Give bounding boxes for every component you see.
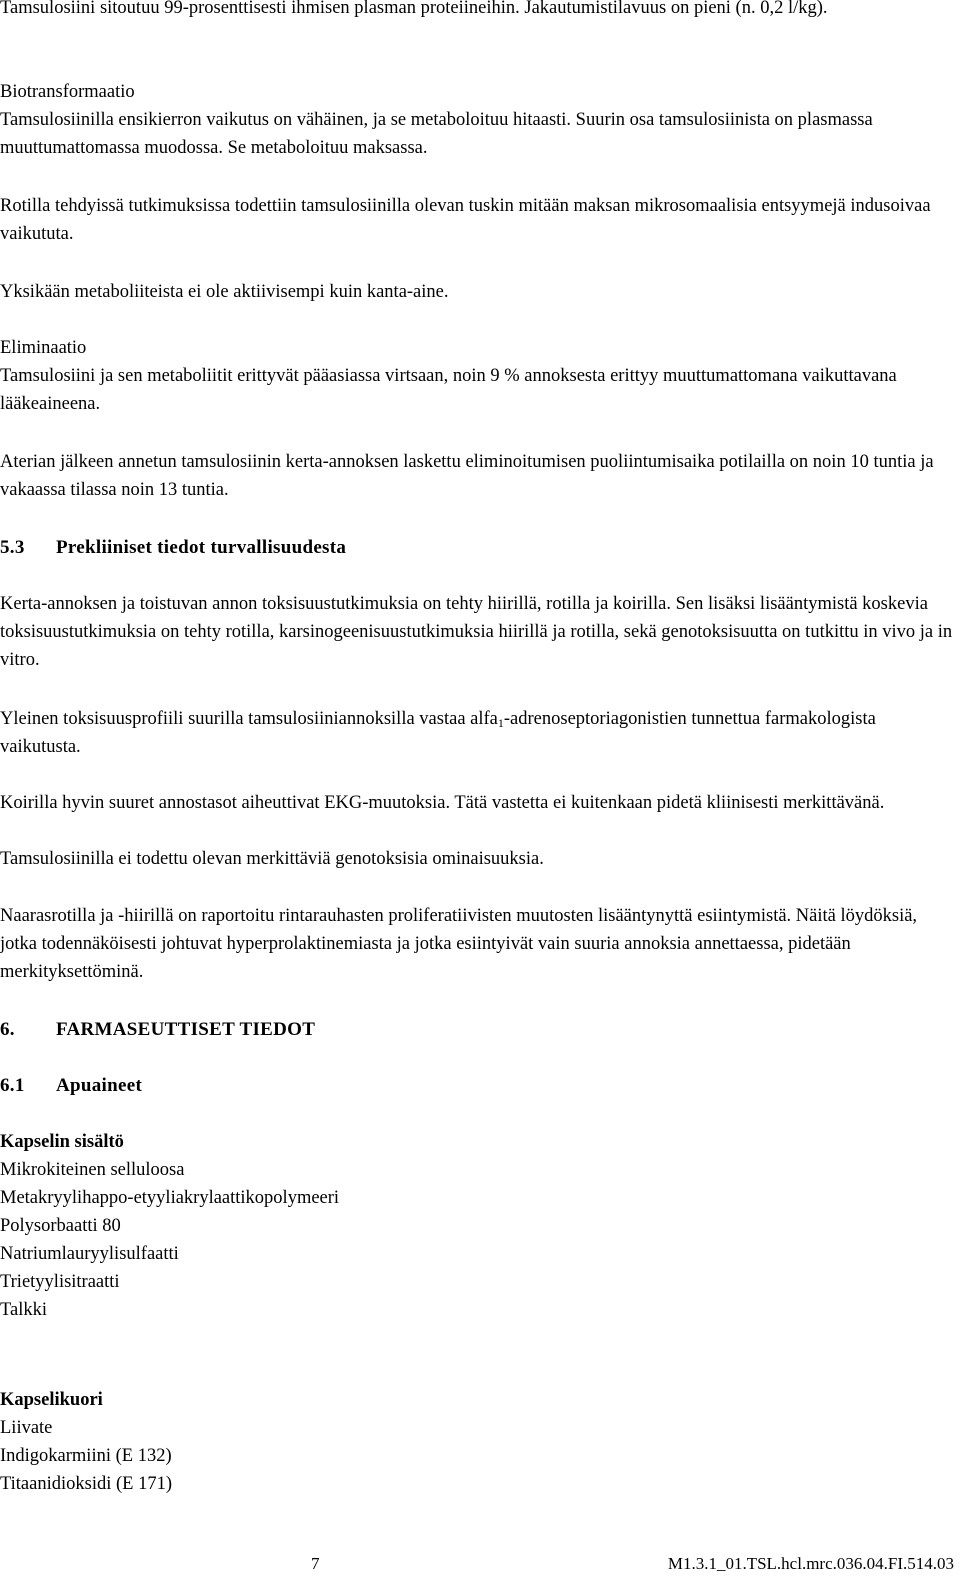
section-heading-6-1	[0, 1072, 955, 1100]
section-title: FARMASEUTTISET TIEDOT	[56, 1019, 316, 1040]
section-title: Apuaineet	[56, 1075, 143, 1096]
list-item: Metakryylihappo-etyyliakrylaattikopolymeeri	[0, 1188, 340, 1208]
list-item: Polysorbaatti 80	[0, 1216, 121, 1236]
list-item: Liivate	[0, 1418, 53, 1438]
paragraph-toxicity-studies: Kerta-annoksen ja toistuvan annon toksisuustutkimuksia on tehty hiirillä, rotilla ja koirilla. Sen lisäksi lisääntymistä koskevia toksisuustutkimuksia on tehty rotilla, karsinogeenisuustutkimuksia hiirillä ja rotilla, sekä genotoksisuutta on tutkittu in vivo ja in vitro.	[0, 594, 953, 670]
section-number: 6.	[0, 1019, 15, 1040]
paragraph-genotoxicity: Tamsulosiinilla ei todettu olevan merkittäviä genotoksisia ominaisuuksia.	[0, 849, 544, 869]
document-code: M1.3.1_01.TSL.hcl.mrc.036.04.FI.514.03	[667, 1554, 954, 1573]
paragraph-toxicity-profile: Yleinen toksisuusprofiili suurilla tamsulosiiniannoksilla vastaa alfa$_1$-adrenoseptoriagonistien tunnettua farmakologista vaikutusta.	[0, 709, 876, 757]
paragraph-elimination: Tamsulosiini ja sen metaboliitit erittyvät pääasiassa virtsaan, noin 9 % annoksesta erittyy muuttumattomana vaikuttavana lääkeaineena.	[0, 366, 897, 414]
section-number: 5.3	[0, 537, 25, 558]
paragraph-ekg: Koirilla hyvin suuret annostasot aiheuttivat EKG-muutoksia. Tätä vastetta ei kuitenkaan pidetä kliinisesti merkittävänä.	[0, 793, 885, 813]
list-item: Trietyylisitraatti	[0, 1272, 120, 1292]
section-number: 6.1	[0, 1075, 25, 1096]
paragraph-distribution: Tamsulosiini sitoutuu 99-prosenttisesti ihmisen plasman proteiineihin. Jakautumistilavuus on pieni (n. 0,2 l/kg).	[0, 0, 828, 18]
section-heading-6	[0, 1016, 955, 1044]
capsule-shell-title: Kapselikuori	[0, 1390, 103, 1410]
section-title: Prekliiniset tiedot turvallisuudesta	[56, 537, 347, 558]
paragraph-rat-studies: Rotilla tehdyissä tutkimuksissa todettiin tamsulosiinilla olevan tuskin mitään maksan mikrosomaalisia entsyymejä indusoivaa vaikututa.	[0, 196, 931, 244]
list-item: Titaanidioksidi (E 171)	[0, 1474, 172, 1494]
paragraph-half-life: Aterian jälkeen annetun tamsulosiinin kerta-annoksen laskettu eliminoitumisen puoliintumisaika potilailla on noin 10 tuntia ja vakaassa tilassa noin 13 tuntia.	[0, 452, 934, 500]
biotransformation-title: Biotransformaatio	[0, 82, 135, 102]
capsule-shell-list	[0, 1386, 955, 1498]
capsule-contents-title: Kapselin sisältö	[0, 1132, 124, 1152]
section-heading-5-3	[0, 534, 955, 562]
elimination-title: Eliminaatio	[0, 338, 87, 358]
list-item: Talkki	[0, 1300, 47, 1320]
list-item: Natriumlauryylisulfaatti	[0, 1244, 179, 1264]
paragraph-mammary: Naarasrotilla ja -hiirillä on raportoitu rintarauhasten proliferatiivisten muutosten lisääntynyttä esiintymistä. Näitä löydöksiä, jotka todennäköisesti johtuvat hyperprolaktinemiasta ja jotka esiintyivät vain suuria annoksia annettaessa, pidetään merkityksettöminä.	[0, 906, 918, 982]
paragraph-metabolites: Yksikään metaboliiteista ei ole aktiivisempi kuin kanta-aine.	[0, 282, 449, 302]
capsule-contents-list	[0, 1128, 955, 1324]
list-item: Mikrokiteinen selluloosa	[0, 1160, 185, 1180]
paragraph-biotransformation: Tamsulosiinilla ensikierron vaikutus on vähäinen, ja se metaboloituu hitaasti. Suurin osa tamsulosiinista on plasmassa muuttumattomassa muodossa. Se metaboloituu maksassa.	[0, 110, 873, 158]
page-number: 7	[311, 1554, 320, 1573]
list-item: Indigokarmiini (E 132)	[0, 1446, 172, 1466]
